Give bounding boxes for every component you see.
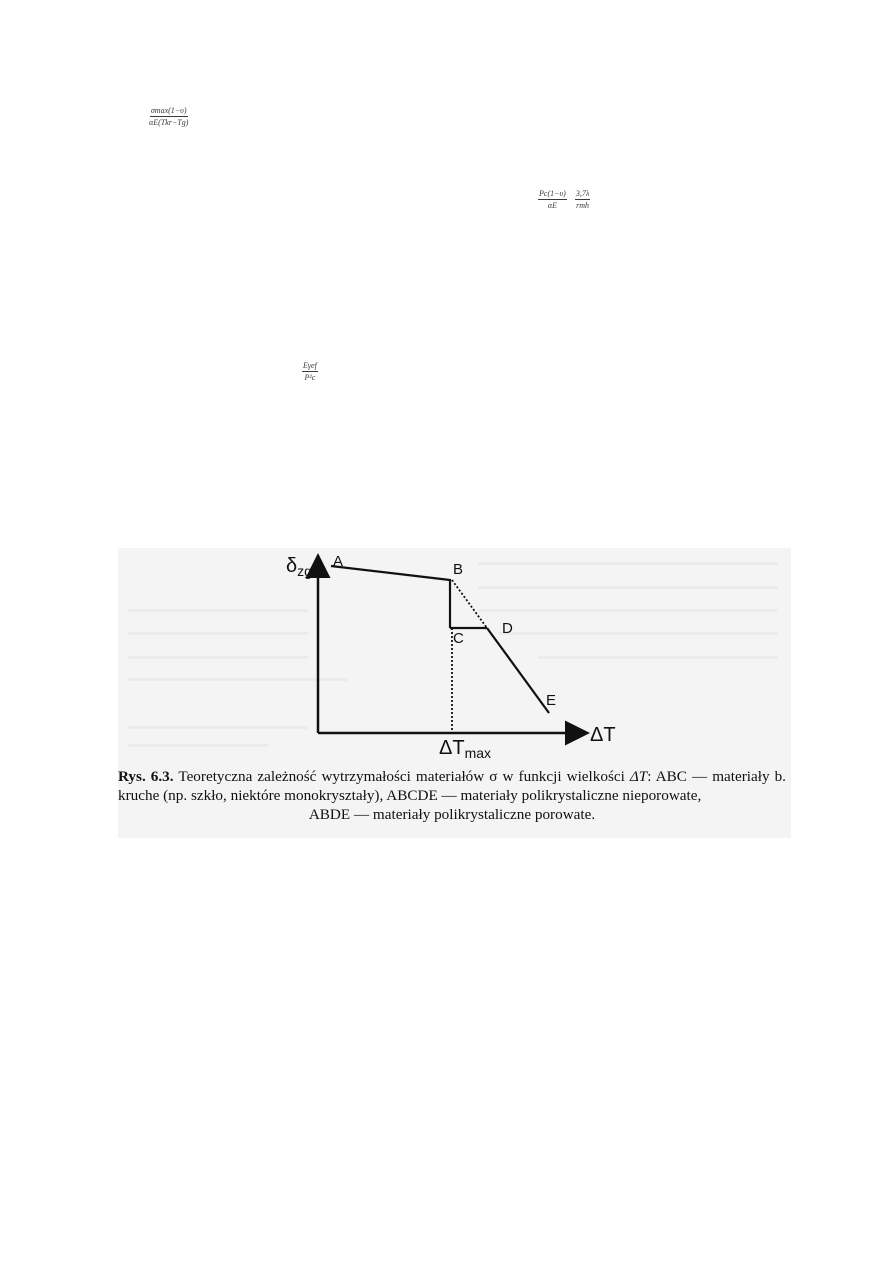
caption-line3: ABDE — materiały polikrystaliczne porowate. [308,806,596,823]
formula-3-denominator: P²c [304,373,316,382]
formula-1-numerator: σmax(1−υ) [150,106,187,115]
dtmax-label: $\Delta T_{max}$ [439,737,492,761]
segment-ab [331,566,450,580]
formula-2b-numerator: 3,7λ [575,189,590,198]
formula-2a-denominator: αE [547,201,557,210]
point-label-d: D [502,620,513,637]
segment-de [487,628,549,713]
point-label-b: B [453,561,464,578]
caption-text-1: Teoretyczna zależność wytrzymałości materiałów σ w funkcji wielkości [173,768,630,785]
point-label-c: C [453,630,464,647]
y-axis-label: $\delta_{zg}$ [286,555,312,579]
point-label-e: E [546,692,557,709]
formula-3-numerator: Eγef [303,361,317,370]
caption-label: Rys. 6.3. [118,768,174,785]
formula-2a-numerator: Pc(1−υ) [539,189,566,198]
x-axis-label: ΔT [590,724,616,746]
point-label-a: A [333,553,344,570]
segment-bd-dotted [452,580,487,628]
caption-dt: ΔT [629,768,648,785]
formula-1-denominator: αE(Tkr−Tg) [149,118,189,127]
caption-text-2: : ABC — materiały b. kruche (np. szkło, niektóre monokryształy), ABCDE — materiały polikrystaliczne nieporowate, [118,768,786,804]
figure-caption [118,767,786,824]
formula-2b-denominator: rmh [576,201,590,210]
